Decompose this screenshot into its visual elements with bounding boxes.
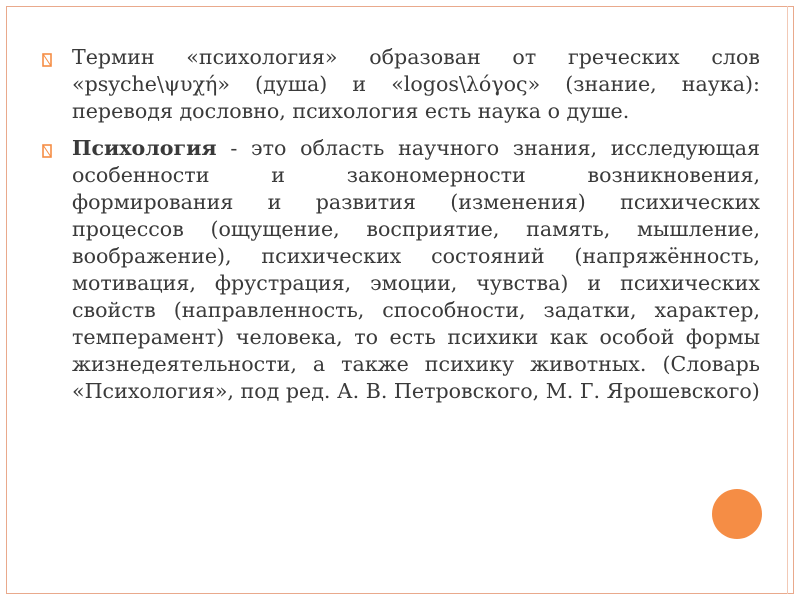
- frame-right-border: [793, 6, 794, 594]
- bullet-item-definition: [40, 135, 760, 405]
- bullet-list: [40, 44, 760, 415]
- frame-left-border: [6, 6, 7, 594]
- bullet-item-term: [40, 44, 760, 125]
- bullet-text-term: Термин «психология» образован от греческих слов «psyche\ψυχή» (душа) и «logos\λόγος» (знание, наука): переводя дословно, психология есть наука о душе.: [72, 45, 760, 123]
- bullet-marker-icon: [42, 144, 56, 158]
- decorative-orange-circle: [712, 489, 762, 539]
- bullet-text-definition: [72, 135, 760, 405]
- frame-bottom-border: [6, 593, 794, 594]
- bullet-marker-icon: [42, 53, 56, 67]
- term-bold: Психология: [72, 136, 217, 160]
- definition-text: - это область научного знания, исследующая особенности и закономерности возникновения, формирования и развития (изменения) психических процессов (ощущение, восприятие, память, мышление, воображение), психических состояний (напряжённость, мотивация, фрустрация, эмоции, чувства) и психических свойств (направленность, способности, задатки, характер, темперамент) человека, то есть психики как особой формы жизнедеятельности, а также психику животных. (Словарь «Психология», под ред. А. В. Петровского, М. Г. Ярошевского): [72, 136, 760, 403]
- frame-right-inner-border: [787, 6, 788, 594]
- frame-top-border: [6, 6, 794, 7]
